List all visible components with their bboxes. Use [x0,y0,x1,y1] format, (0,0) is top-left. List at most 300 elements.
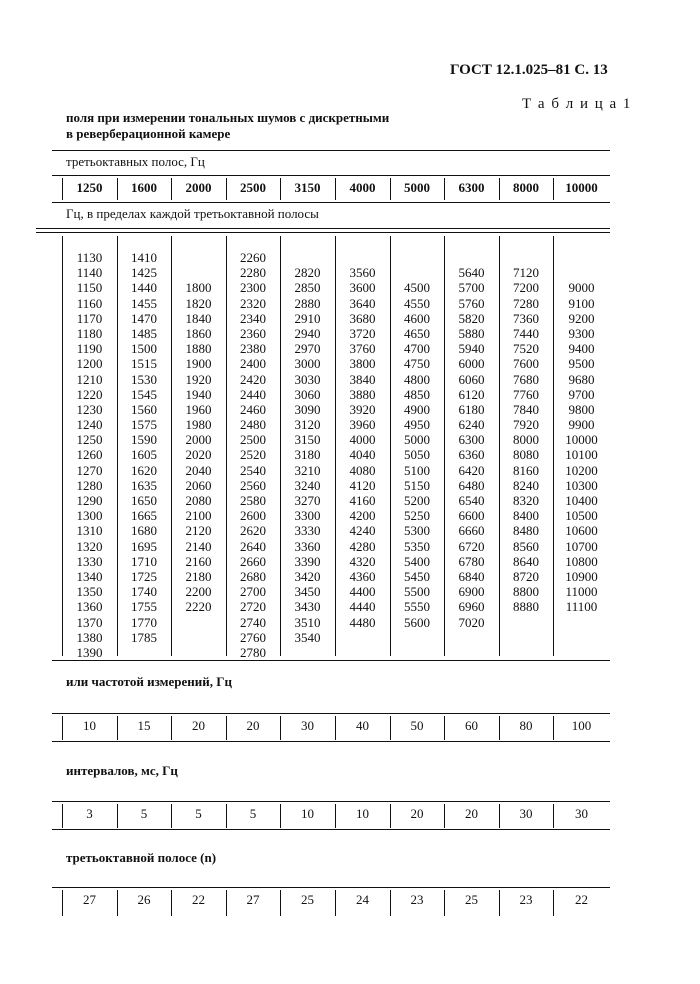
freq-value: 1840 [185,310,212,326]
freq-value: 4500 [404,280,430,296]
freq-value: 2020 [185,447,212,463]
freq-value: 3000 [294,356,321,372]
band-header-row [62,181,610,195]
column-separator [280,804,281,828]
column-separator [499,716,500,740]
column-separator [390,178,391,200]
freq-value: 3680 [349,310,376,326]
bands-caption: третьоктавных полос, Гц [66,154,205,169]
freq-value: 4900 [404,401,430,417]
freq-value: 6420 [458,462,485,478]
freq-value: 6060 [458,371,485,387]
freq-value [499,250,553,265]
freq-value: 3420 [294,568,321,584]
freq-column-10000 [553,250,610,615]
column-separator [117,716,118,740]
freq-value: 1590 [131,432,157,448]
freq-value: 7680 [513,371,539,387]
count-cell: 22 [575,892,588,907]
freq-value [171,265,226,280]
freq-value [171,250,226,265]
freq-value: 3430 [294,599,321,615]
freq-value: 3600 [349,280,376,296]
freq-value: 2540 [240,462,266,478]
column-separator [499,890,500,916]
freq-value: 2560 [240,477,266,493]
freq-value: 2300 [240,280,266,296]
column-separator [280,236,281,656]
rule [52,713,610,714]
column-separator [171,178,172,200]
freq-value: 9200 [568,310,595,326]
table-caption [66,110,389,142]
freq-value: 8640 [513,553,539,569]
freq-value: 1210 [76,371,103,387]
count-cell: 22 [192,892,205,907]
rule [36,228,610,229]
freq-value: 1320 [76,538,103,554]
column-separator [171,890,172,916]
band-cell: 1250 [76,180,103,195]
freq-value: 6000 [458,356,485,372]
freq-value: 3180 [294,447,321,463]
freq-value: 2180 [185,568,212,584]
freq-value: 2740 [240,614,266,630]
freq-value: 8320 [513,493,539,508]
band-cell: 6300 [458,180,485,195]
interval-cell: 10 [356,806,369,821]
freq-value: 2100 [185,508,212,524]
freq-value: 2970 [294,341,321,357]
band-cell: 2500 [240,180,266,195]
step-row [62,719,610,733]
step-cell: 100 [571,718,592,733]
freq-column-6300 [444,250,499,630]
column-separator [553,804,554,828]
freq-value: 2660 [240,553,266,569]
freq-value: 1220 [76,386,103,402]
column-separator [226,178,227,200]
freq-value: 2460 [240,401,266,417]
count-cell: 23 [410,892,424,907]
freq-value: 8080 [513,447,539,463]
rule [52,150,610,151]
rule [52,660,610,661]
freq-value: 4400 [349,584,376,600]
band-cell: 1600 [131,180,157,195]
freq-value: 3640 [349,295,376,311]
freq-value: 10700 [565,538,598,554]
column-separator [553,236,554,656]
column-separator [444,178,445,200]
column-separator [390,804,391,828]
column-separator [553,716,554,740]
column-separator [280,178,281,200]
freq-value: 5350 [404,538,430,554]
freq-value: 6240 [458,417,485,433]
freq-value [390,265,444,280]
freq-value: 1770 [131,614,157,630]
freq-value: 2200 [185,584,212,600]
freq-value: 1710 [131,553,157,569]
freq-value: 3210 [294,462,321,478]
column-separator [444,890,445,916]
freq-value: 1390 [76,644,103,660]
freq-value: 1755 [131,599,157,615]
freq-value: 4700 [404,341,430,357]
freq-value: 1560 [131,401,157,417]
freq-value: 1725 [131,568,157,584]
freq-value: 4650 [404,325,430,341]
rule [52,175,610,176]
freq-value: 10400 [565,493,598,508]
freq-value: 1940 [185,386,212,402]
column-separator [117,236,118,656]
column-separator [117,890,118,916]
freq-value: 8800 [513,584,539,600]
freq-value: 10100 [565,447,598,463]
freq-value: 1575 [131,417,157,433]
column-separator [62,178,63,200]
freq-value: 1455 [131,295,157,311]
freq-value: 2040 [185,462,212,478]
freq-value: 1960 [185,401,212,417]
freq-value: 1370 [76,614,103,630]
freq-value: 4360 [349,568,376,584]
freq-value: 5200 [404,493,430,508]
freq-value: 2000 [185,432,212,448]
interval-cell: 5 [195,806,202,821]
freq-value: 1900 [185,356,212,372]
column-separator [62,890,63,916]
freq-value: 1680 [131,523,157,539]
count-row [62,893,610,907]
freq-value: 3800 [349,356,376,372]
interval-cell: 30 [575,806,588,821]
step-cell: 50 [410,718,424,733]
freq-value: 1250 [76,432,103,448]
freq-value: 1170 [76,310,103,326]
freq-value: 5500 [404,584,430,600]
freq-value: 2640 [240,538,266,554]
freq-value: 8400 [513,508,539,524]
interval-cell: 30 [519,806,533,821]
freq-value: 6180 [458,401,485,417]
column-separator [553,178,554,200]
freq-value: 1665 [131,508,157,524]
freq-value: 2620 [240,523,266,539]
freq-value: 3760 [349,341,376,357]
freq-value: 5450 [404,568,430,584]
gost-header: ГОСТ 12.1.025–81 С. 13 [450,62,608,78]
freq-value: 1190 [76,341,103,357]
interval-caption: интервалов, мс, Гц [66,763,178,778]
freq-value: 2360 [240,325,266,341]
freq-value: 1200 [76,356,103,372]
freq-value: 2160 [185,553,212,569]
freq-value: 2580 [240,493,266,508]
freq-value: 2280 [240,265,266,281]
freq-value: 3120 [294,417,321,433]
freq-value: 3960 [349,417,376,433]
freq-value: 4550 [404,295,430,311]
freq-value: 1180 [76,325,103,341]
freq-value: 5820 [458,310,485,326]
freq-value: 10000 [565,432,598,448]
table-label: Т а б л и ц а 1 [522,96,632,112]
freq-value: 1230 [76,401,103,417]
freq-value: 4320 [349,553,376,569]
column-separator [62,804,63,828]
column-separator [335,890,336,916]
count-caption: третьоктавной полосе (n) [66,850,217,865]
freq-value: 10200 [565,462,598,478]
freq-value: 8240 [513,477,539,493]
freq-value: 7020 [458,614,485,630]
column-separator [335,178,336,200]
band-cell: 10000 [565,180,598,195]
freq-value: 9300 [568,325,595,341]
freq-value: 7120 [513,265,539,281]
interval-cell: 20 [410,806,424,821]
rule [36,232,610,233]
interval-cell: 5 [140,806,148,821]
freq-column-5000 [390,250,444,630]
freq-value [553,250,610,265]
freq-value: 2940 [294,325,321,341]
rule [52,829,610,830]
band-cell: 3150 [294,180,321,195]
freq-value [390,250,444,265]
count-cell: 25 [465,892,478,907]
count-cell: 25 [301,892,314,907]
rule [52,801,610,802]
band-cell: 2000 [185,180,212,195]
freq-column-3150 [280,250,335,645]
column-separator [499,236,500,656]
freq-value: 1130 [76,250,103,265]
freq-value: 1530 [131,371,157,387]
freq-value: 3880 [349,386,376,402]
freq-value: 1500 [131,341,157,357]
freq-value: 6900 [458,584,485,600]
column-separator [499,804,500,828]
column-separator [444,804,445,828]
count-cell: 27 [83,892,96,907]
freq-value: 5050 [404,447,430,463]
freq-value: 9400 [568,341,595,357]
freq-value: 1740 [131,584,157,600]
freq-value: 7600 [513,356,539,372]
count-cell: 26 [137,892,151,907]
freq-value: 9700 [568,386,595,402]
freq-value: 2520 [240,447,266,463]
freq-value [444,250,499,265]
freq-value: 2080 [185,493,212,508]
column-separator [226,804,227,828]
freq-value: 3270 [294,493,321,508]
freq-value: 1545 [131,386,157,402]
freq-value: 4040 [349,447,376,463]
count-cell: 23 [519,892,533,907]
freq-value: 1515 [131,356,157,372]
freq-value: 4440 [349,599,376,615]
freq-value: 6660 [458,523,485,539]
freq-column-4000 [335,250,390,630]
freq-value: 4160 [349,493,376,508]
freq-value: 8160 [513,462,539,478]
freq-value: 3090 [294,401,321,417]
freq-value: 2260 [240,250,266,265]
freq-value: 1425 [131,265,157,281]
freq-value: 5300 [404,523,430,539]
freq-value: 5400 [404,553,430,569]
freq-value: 2340 [240,310,266,326]
freq-value: 1635 [131,477,157,493]
freq-value: 1485 [131,325,157,341]
freq-value: 5000 [404,432,430,448]
column-separator [171,236,172,656]
freq-value: 6780 [458,553,485,569]
interval-row [62,807,610,821]
freq-value: 1240 [76,417,103,433]
freq-value: 5700 [458,280,485,296]
rule [52,202,610,203]
freq-value: 7200 [513,280,539,296]
freq-value: 2380 [240,341,266,357]
freq-value: 1605 [131,447,157,463]
freq-value: 6720 [458,538,485,554]
interval-cell: 5 [249,806,257,821]
freq-value: 1260 [76,447,103,463]
freq-value: 6840 [458,568,485,584]
freq-value: 2680 [240,568,266,584]
freq-value: 1290 [76,493,103,508]
freq-column-2000 [171,250,226,615]
column-separator [280,890,281,916]
freq-value: 4950 [404,417,430,433]
freq-value: 10600 [565,523,598,539]
freq-column-1250 [62,250,117,660]
column-separator [280,716,281,740]
freq-value: 1880 [185,341,212,357]
interval-cell: 3 [86,806,93,821]
freq-value: 1800 [185,280,212,296]
freq-value: 5550 [404,599,430,615]
interval-cell: 20 [465,806,478,821]
freq-value: 1695 [131,538,157,554]
step-cell: 30 [301,718,314,733]
freq-value: 5600 [404,614,430,630]
interval-cell: 10 [301,806,314,821]
step-cell: 80 [519,718,533,733]
rule [52,887,610,888]
freq-value: 2700 [240,584,266,600]
freq-value: 10800 [565,553,598,569]
freq-value: 2440 [240,386,266,402]
freq-value: 9100 [568,295,595,311]
freq-value: 9800 [568,401,595,417]
freq-value: 9680 [568,371,595,387]
freq-value: 1650 [131,493,157,508]
freq-value: 8880 [513,599,539,615]
freq-value: 6360 [458,447,485,463]
freq-value: 3560 [349,265,376,281]
step-cell: 60 [465,718,478,733]
freq-value: 6540 [458,493,485,508]
freq-value: 10900 [565,568,598,584]
freq-value: 1280 [76,477,103,493]
freq-value: 4750 [404,356,430,372]
freq-column-2500 [226,250,280,660]
freq-value: 3060 [294,386,321,402]
freq-value: 5640 [458,265,485,281]
column-separator [171,804,172,828]
freq-value: 3030 [294,371,321,387]
column-separator [444,716,445,740]
freq-value: 2820 [294,265,321,281]
freq-value: 7440 [513,325,539,341]
column-separator [117,804,118,828]
freq-value: 6960 [458,599,485,615]
freq-value: 5880 [458,325,485,341]
step-cell: 20 [192,718,205,733]
column-separator [499,178,500,200]
freq-value: 1350 [76,584,103,600]
column-separator [335,236,336,656]
table-caption-line: в реверберационной камере [66,126,231,141]
freq-value: 3360 [294,538,321,554]
freq-value: 9000 [568,280,595,296]
freq-value: 8560 [513,538,539,554]
freq-value: 1300 [76,508,103,524]
freq-value: 7520 [513,341,539,357]
step-cell: 15 [137,718,151,733]
freq-caption: Гц, в пределах каждой третьоктавной полосы [66,206,319,221]
freq-value: 1310 [76,523,103,539]
freq-value: 3330 [294,523,321,539]
column-separator [226,716,227,740]
freq-value: 8720 [513,568,539,584]
freq-value: 3540 [294,629,321,645]
column-separator [62,236,63,656]
freq-column-1600 [117,250,171,645]
freq-value: 3150 [294,432,321,448]
freq-value: 1920 [185,371,212,387]
freq-value: 3720 [349,325,376,341]
step-cell: 10 [83,718,96,733]
freq-value: 2060 [185,477,212,493]
freq-value: 4000 [349,432,376,448]
column-separator [335,804,336,828]
freq-value: 2400 [240,356,266,372]
freq-value: 5250 [404,508,430,524]
freq-value: 4240 [349,523,376,539]
freq-value: 3390 [294,553,321,569]
band-cell: 5000 [404,180,430,195]
column-separator [226,890,227,916]
freq-value [280,250,335,265]
freq-value: 6300 [458,432,485,448]
freq-value: 4600 [404,310,430,326]
column-separator [171,716,172,740]
freq-value: 1160 [76,295,103,311]
freq-value: 2140 [185,538,212,554]
column-separator [62,716,63,740]
freq-value: 6600 [458,508,485,524]
freq-value: 4120 [349,477,376,493]
freq-value: 2220 [185,599,212,615]
